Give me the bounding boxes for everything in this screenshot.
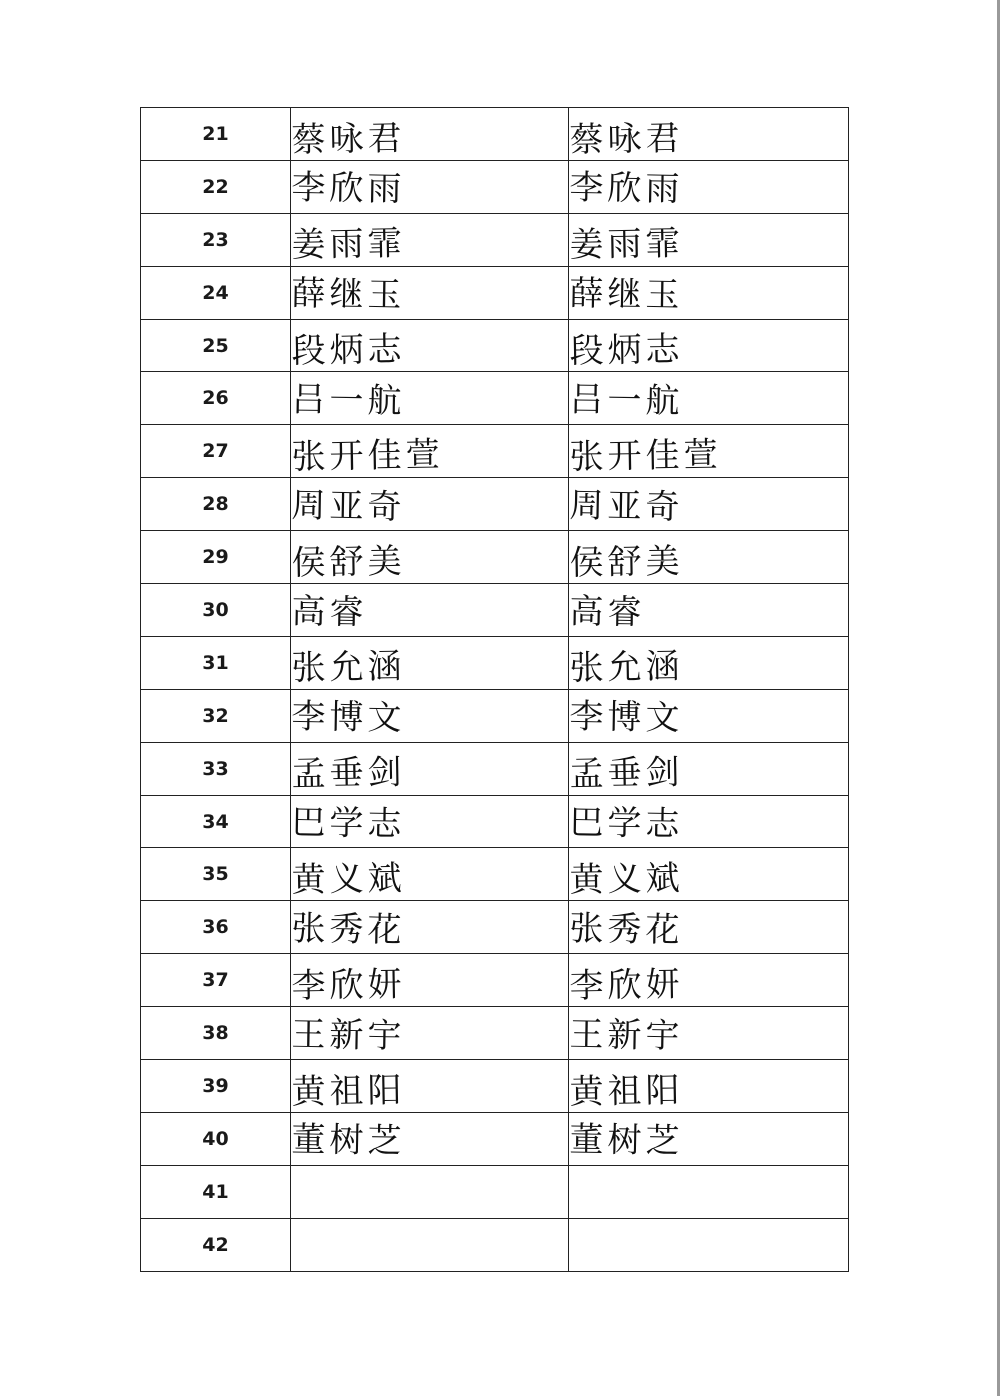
handwritten-signature: 薛继玉 [290,273,406,316]
row-number: 25 [141,319,291,372]
handwritten-signature: 侯舒美 [290,540,406,583]
table-row [141,1165,849,1218]
table-row [141,372,849,425]
table-row [141,1218,849,1271]
signature-cell-second [568,1110,849,1168]
handwritten-signature: 黄祖阳 [290,1069,406,1112]
handwritten-signature: 周亚奇 [568,485,684,528]
handwritten-signature: 李欣雨 [290,167,406,210]
signature-cell-second [568,1057,849,1115]
table-row [141,742,849,795]
handwritten-signature: 张允涵 [290,646,406,689]
signature-cell-second [568,846,849,904]
row-number: 35 [141,848,291,901]
signature-cell-second [568,475,849,533]
table-row [141,954,849,1007]
handwritten-signature: 王新宇 [290,1014,406,1057]
table-row [141,636,849,689]
row-number: 26 [141,372,291,425]
handwritten-signature: 段炳志 [568,329,684,372]
signature-cell-second [568,105,849,163]
row-number: 33 [141,742,291,795]
table-row [141,1112,849,1165]
table-row [141,478,849,531]
table-row [141,848,849,901]
signature-cell-second [568,158,849,216]
handwritten-signature: 巴学志 [290,802,406,845]
handwritten-signature: 蔡咏君 [290,117,406,160]
handwritten-signature: 张允涵 [568,646,684,689]
signature-cell-first [290,1004,569,1062]
table-row [141,266,849,319]
row-number: 22 [141,160,291,213]
handwritten-signature: 张秀花 [290,908,406,951]
handwritten-signature: 周亚奇 [290,485,406,528]
signature-cell-first [290,475,569,533]
handwritten-signature: 张开佳萱 [290,434,444,478]
handwritten-signature: 吕一航 [290,379,406,422]
handwritten-signature: 黄祖阳 [568,1069,684,1112]
table-row [141,689,849,742]
row-number: 38 [141,1007,291,1060]
handwritten-signature: 张开佳萱 [568,434,722,478]
signature-cell-second [568,687,849,745]
table-row [141,1007,849,1060]
handwritten-signature: 李欣雨 [568,167,684,210]
table-row [141,213,849,266]
signature-cell-first [290,370,569,428]
signature-cell-first [290,158,569,216]
handwritten-signature: 侯舒美 [568,541,684,583]
row-number: 42 [141,1218,291,1271]
handwritten-signature: 王新宇 [568,1014,684,1057]
table-row [141,531,849,584]
handwritten-signature: 孟垂剑 [290,752,406,795]
row-number: 40 [141,1112,291,1165]
signature-cell-first [291,1165,569,1218]
signature-cell-first [290,740,569,798]
row-number: 32 [141,689,291,742]
handwritten-signature: 段炳志 [290,329,406,372]
handwritten-signature: 黄义斌 [568,858,684,901]
row-number: 36 [141,901,291,954]
signature-cell-second [568,370,849,428]
handwritten-signature: 李欣妍 [568,964,684,1007]
table-row [141,795,849,848]
signature-cell-first [290,105,569,163]
handwritten-signature: 吕一航 [568,379,684,422]
table-row [141,319,849,372]
table-row [141,584,849,637]
signature-cell-first [290,581,569,639]
signature-cell-first [290,898,569,956]
signature-cell-first [291,1218,569,1271]
handwritten-signature: 巴学志 [568,802,684,845]
signature-cell-second [568,951,849,1009]
handwritten-signature: 姜雨霏 [290,223,406,266]
signature-cell-first [290,793,569,851]
signature-cell-second [569,1165,849,1218]
signature-cell-first [290,211,569,269]
handwritten-signature: 董树芝 [568,1119,684,1162]
handwritten-signature: 高睿 [290,591,368,633]
signature-cell-second [568,740,849,798]
signature-cell-second [568,898,849,956]
row-number: 28 [141,478,291,531]
signature-cell-first [290,846,569,904]
handwritten-signature: 张秀花 [568,908,684,951]
table-row [141,160,849,213]
handwritten-signature: 孟垂剑 [568,752,684,795]
signature-cell-first [290,528,569,586]
signature-table [140,107,849,1272]
signature-cell-second [568,528,849,586]
signature-cell-first [290,1110,569,1168]
signature-cell-second [568,793,849,851]
handwritten-signature: 李博文 [568,696,684,739]
signature-cell-second [569,1218,849,1271]
handwritten-signature: 薛继玉 [568,273,684,316]
signature-cell-first [290,634,569,692]
signature-cell-second [568,634,849,692]
row-number: 39 [141,1060,291,1113]
signature-cell-first [290,264,569,322]
handwritten-signature: 董树芝 [290,1119,406,1162]
signature-cell-second [568,1004,849,1062]
signature-cell-first [290,422,569,480]
handwritten-signature: 李欣妍 [290,964,406,1007]
table-row [141,108,849,161]
signature-cell-first [290,1057,569,1115]
signature-cell-first [290,687,569,745]
signature-cell-second [568,317,849,375]
table-row [141,901,849,954]
handwritten-signature: 李博文 [290,696,406,739]
signature-cell-second [568,264,849,322]
handwritten-signature: 黄义斌 [290,858,406,901]
signature-cell-second [568,581,849,639]
row-number: 27 [141,425,291,478]
table-row [141,1060,849,1113]
signature-cell-first [290,317,569,375]
row-number: 29 [141,531,291,584]
row-number: 37 [141,954,291,1007]
row-number: 23 [141,213,291,266]
signature-cell-second [568,422,849,480]
handwritten-signature: 姜雨霏 [568,223,684,266]
row-number: 41 [141,1165,291,1218]
signature-cell-second [568,211,849,269]
row-number: 31 [141,636,291,689]
handwritten-signature: 蔡咏君 [568,117,684,160]
row-number: 34 [141,795,291,848]
table-row [141,425,849,478]
row-number: 30 [141,584,291,637]
row-number: 21 [141,108,291,161]
handwritten-signature: 高睿 [568,591,646,633]
row-number: 24 [141,266,291,319]
signature-cell-first [290,951,569,1009]
